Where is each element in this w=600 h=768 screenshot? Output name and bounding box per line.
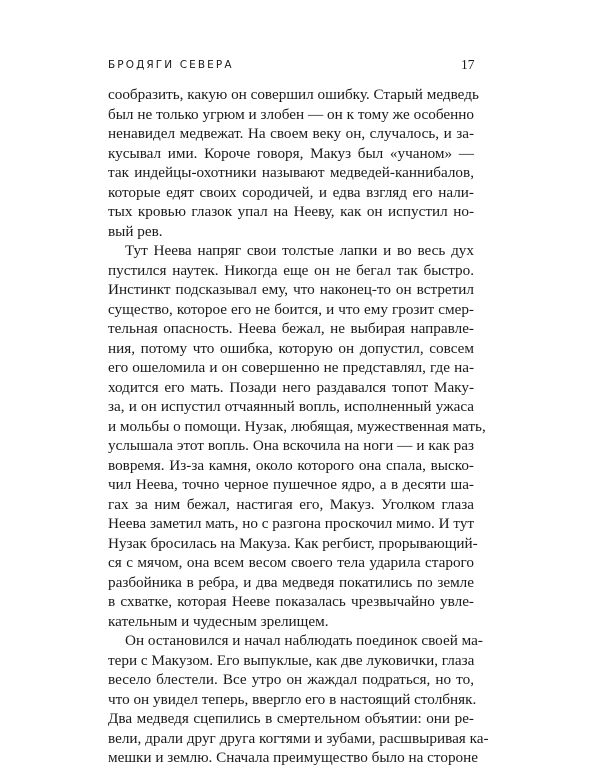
text-line: тельная опасность. Неева бежал, не выбирая направле- xyxy=(108,320,474,337)
text-line: так индейцы-охотники называют медведей-каннибалов, xyxy=(108,164,474,181)
text-line: ся с мячом, она всем весом своего тела ударила старого xyxy=(108,554,474,571)
text-line: тых кровью глазок упал на Нееву, как он испустил но- xyxy=(108,203,474,220)
text-line: кательным и чудесным зрелищем. xyxy=(108,612,329,630)
text-line: его ошеломила и он совершенно не представлял, где на- xyxy=(108,359,474,376)
text-line: ходится его мать. Позади него раздавался топот Маку- xyxy=(108,378,474,396)
text-line: Неева заметил мать, но с разгона проскочил мимо. И тут xyxy=(108,515,475,532)
text-line: разбойника в ребра, и два медведя покатились по земле xyxy=(108,573,474,591)
text-line: тери с Макузом. Его выпуклые, как две луковички, глаза xyxy=(108,651,475,669)
paragraph xyxy=(108,85,479,241)
running-head: БРОДЯГИ СЕВЕРА xyxy=(108,59,234,71)
paragraph xyxy=(108,241,486,631)
text-line: за, и он испустил отчаянный вопль, исполненный ужаса xyxy=(108,398,474,415)
text-line: гах за ним бежал, настигая его, Макуз. Уголком глаза xyxy=(108,495,474,513)
text-line: в схватке, которая Нееве показалась чрезвычайно увле- xyxy=(108,593,474,610)
page-number: 17 xyxy=(461,57,475,72)
text-line: Тут Неева напряг свои толстые лапки и во весь дух xyxy=(125,242,474,259)
text-line: и мольбы о помощи. Нузак, любящая, мужественная мать, xyxy=(108,417,486,435)
text-line: Инстинкт подсказывал ему, что наконец-то он встретил xyxy=(108,281,474,298)
text-line: вовремя. Из-за камня, около которого она спала, выско- xyxy=(108,456,474,474)
text-line: Два медведя сцепились в смертельном объятии: они ре- xyxy=(108,710,474,727)
text-line: что он увидел теперь, ввергло его в настоящий столбняк. xyxy=(108,690,477,708)
text-line: существо, которое его не боится, и что ему грозит смер- xyxy=(108,300,474,318)
body-text xyxy=(108,85,489,768)
text-line: ния, потому что ошибка, которую он допустил, совсем xyxy=(108,339,474,357)
text-line: был не только угрюм и злобен — он к тому же особенно xyxy=(108,105,474,123)
text-line: вый рев. xyxy=(108,222,163,240)
paragraph xyxy=(108,631,489,768)
text-line: Нузак бросилась на Макуза. Как регбист, прорывающий- xyxy=(108,534,478,552)
text-line: вели, драли друг друга когтями и зубами, расшвыривая ка- xyxy=(108,729,489,747)
text-line: мешки и землю. Сначала преимущество было на стороне xyxy=(108,749,479,766)
text-line: весело блестели. Все утро он жаждал подраться, но то, xyxy=(108,671,474,688)
text-line: сообразить, какую он совершил ошибку. Старый медведь xyxy=(108,86,479,103)
text-line: услышала этот вопль. Она вскочила на ноги — и как раз xyxy=(108,437,474,454)
text-line: которые едят своих сородичей, и едва взгляд его нали- xyxy=(108,183,474,201)
text-line: чил Неева, точно черное пушечное ядро, а в десяти ша- xyxy=(108,476,474,493)
text-line: кусывал ими. Короче говоря, Макуз был «учаном» — xyxy=(108,144,474,162)
text-line: Он остановился и начал наблюдать поединок своей ма- xyxy=(125,632,483,649)
text-line: пустился наутек. Никогда еще он не бегал так быстро. xyxy=(108,261,474,279)
text-line: ненавидел медвежат. На своем веку он, случалось, и за- xyxy=(108,125,474,142)
